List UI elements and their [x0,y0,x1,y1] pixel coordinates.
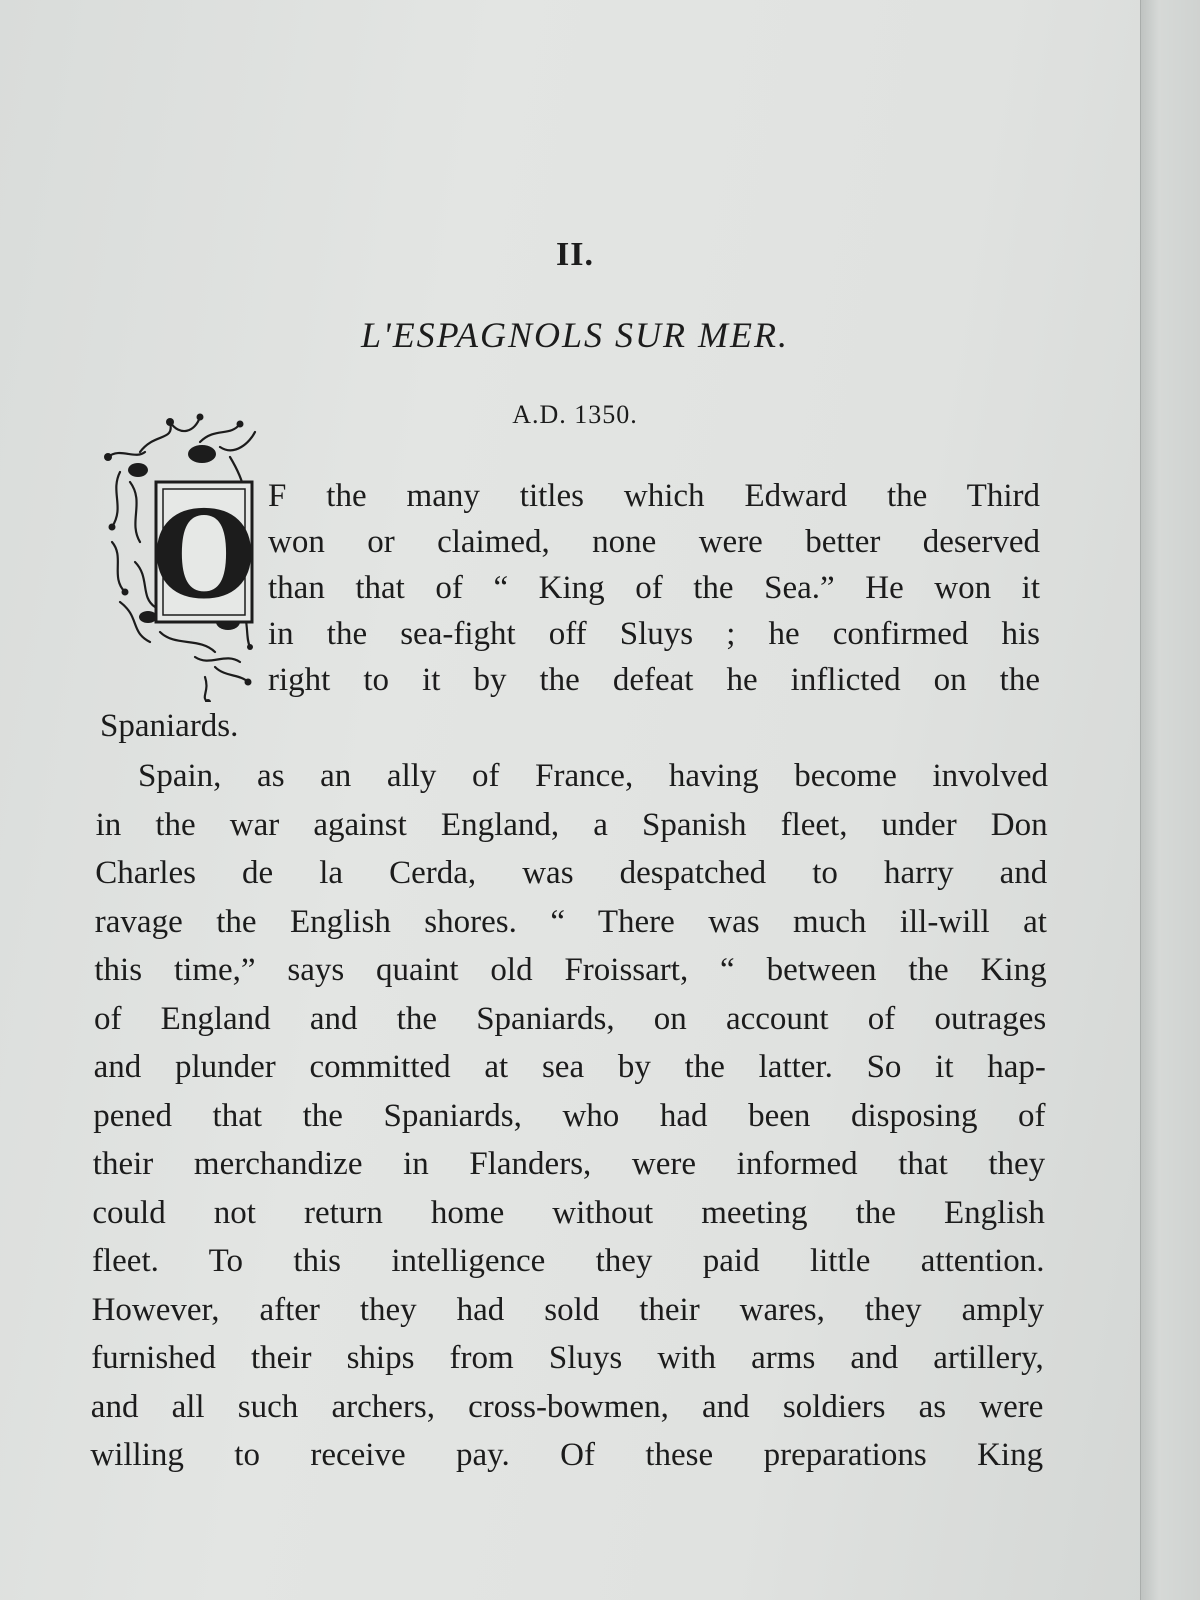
text-line: furnished their ships from Sluys with arms and artillery, [91,1340,1044,1376]
text-line: and plunder committed at sea by the latter. So it hap- [93,1049,1046,1085]
text-line: Spain, as an ally of France, having become involved [138,758,1048,794]
text-line: However, after they had sold their wares, they amply [91,1291,1045,1328]
text-line: their merchandize in Flanders, were informed that they [92,1146,1046,1182]
text-line: won or claimed, none were better deserved [268,524,1040,560]
text-line: pened that the Spaniards, who had been disposing of [93,1097,1046,1134]
text-line: than that of “ King of the Sea.” He won it [268,570,1040,606]
text-line: F the many titles which Edward the Third [268,478,1040,514]
text-line: and all such archers, cross-bowmen, and soldiers as were [90,1388,1044,1425]
drop-cap-letter: O [151,485,257,626]
show-through-text [100,0,1060,47]
text-line: ravage the English shores. “ There was much ill-will at [94,903,1047,940]
text-line: Spaniards. [100,708,239,744]
text-line: willing to receive pay. Of these preparations King [90,1437,1044,1473]
chapter-date: A.D. 1350. [512,400,638,429]
page-edge [1140,0,1200,1600]
text-line: of England and the Spaniards, on account of outrages [94,1000,1047,1037]
text-line: could not return home without meeting the English [92,1194,1045,1231]
text-line: this time,” says quaint old Froissart, “ between the King [94,952,1047,988]
text-line: in the sea-fight off Sluys ; he confirmed his [268,616,1040,652]
text-line: in the war against England, a Spanish fleet, under Don [95,806,1048,843]
chapter-numeral: II. [556,236,594,273]
text-line: fleet. To this intelligence they paid little attention. [92,1243,1045,1279]
text-line: right to it by the defeat he inflicted on the [268,662,1040,698]
ornamental-drop-cap [100,412,258,702]
chapter-title: L'ESPAGNOLS SUR MER. [360,315,790,355]
text-line: Charles de la Cerda, was despatched to harry and [95,855,1048,891]
